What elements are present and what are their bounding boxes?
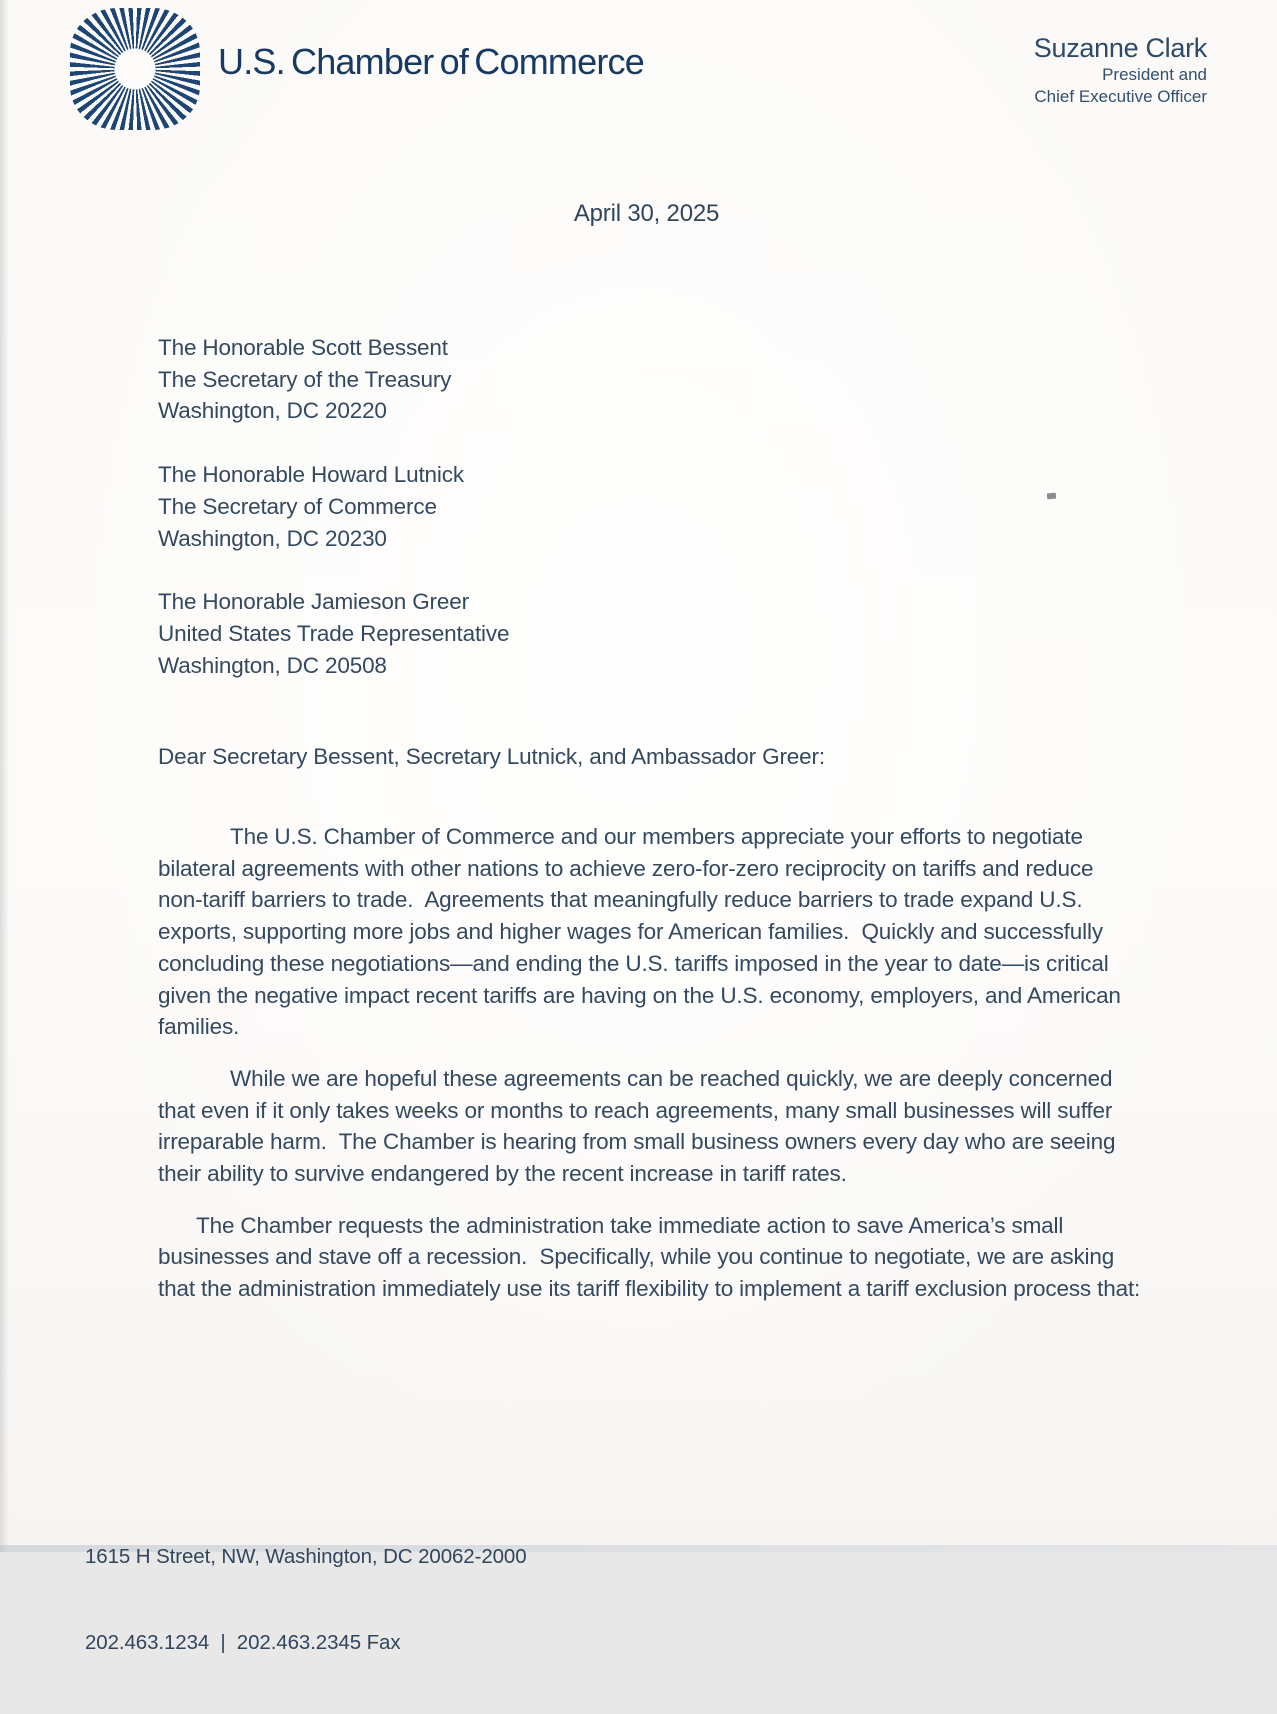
signer-title-line1: President and [1102, 65, 1207, 84]
chamber-sunburst-logo-icon [70, 8, 200, 130]
salutation: Dear Secretary Bessent, Secretary Lutnick, and Ambassador Greer: [158, 744, 825, 770]
scan-left-edge [0, 0, 9, 1552]
recipient-block-lutnick [158, 459, 1143, 554]
recipient-name: The Honorable Jamieson Greer [158, 589, 469, 615]
footer [85, 1486, 527, 1714]
recipient-address: Washington, DC 20230 [158, 525, 387, 551]
body-paragraph-2: While we are hopeful these agreements can be reached quickly, we are deeply concerned that even if it only takes weeks or months to reach agreements, many small businesses will suffer irreparable harm. The Chamber is hearing from small business owners every day who are seeing their ability to survive endangered by the recent increase in tariff rates. [158, 1065, 1122, 1187]
signer-name: Suzanne Clark [1033, 33, 1207, 63]
recipient-block-greer [158, 586, 1143, 681]
signer-title-line2: Chief Executive Officer [1034, 87, 1207, 106]
letter-body [158, 332, 1143, 1325]
recipient-title: The Secretary of the Treasury [158, 366, 452, 392]
recipient-name: The Honorable Scott Bessent [158, 335, 448, 360]
recipient-block-bessent [158, 332, 1143, 427]
footer-address: 1615 H Street, NW, Washington, DC 20062-2000 [85, 1545, 527, 1568]
recipient-title: United States Trade Representative [158, 620, 510, 646]
recipient-title: The Secretary of Commerce [158, 493, 437, 519]
recipient-address: Washington, DC 20220 [158, 398, 387, 424]
signer-block [1034, 32, 1207, 108]
body-paragraph-3: The Chamber requests the administration take immediate action to save America’s small businesses and stave off a recession. Specifically, while you continue to negotiate, we are asking that the administration immediately use its tariff flexibility to implement a tariff exclusion process that: [158, 1212, 1141, 1302]
footer-phone: 202.463.1234 | 202.463.2345 Fax [85, 1630, 401, 1654]
recipient-address: Washington, DC 20508 [158, 652, 387, 678]
brand-title: U.S. Chamber of Commerce [218, 41, 644, 82]
date-line: April 30, 2025 [573, 200, 720, 227]
body-paragraph-1: The U.S. Chamber of Commerce and our members appreciate your efforts to negotiate bilateral agreements with other nations to achieve zero-for-zero reciprocity on tariffs and reduce non-tariff barriers to trade. Agreements that meaningfully reduce barriers to trade expand U.S. exports, supporting more jobs and higher wages for American families. Quickly and successfully concluding these negotiations—and ending the U.S. tariffs imposed in the year to date—is critical given the negative impact recent tariffs are having on the U.S. economy, employers, and American families. [158, 824, 1127, 1040]
recipient-name: The Honorable Howard Lutnick [158, 462, 464, 488]
